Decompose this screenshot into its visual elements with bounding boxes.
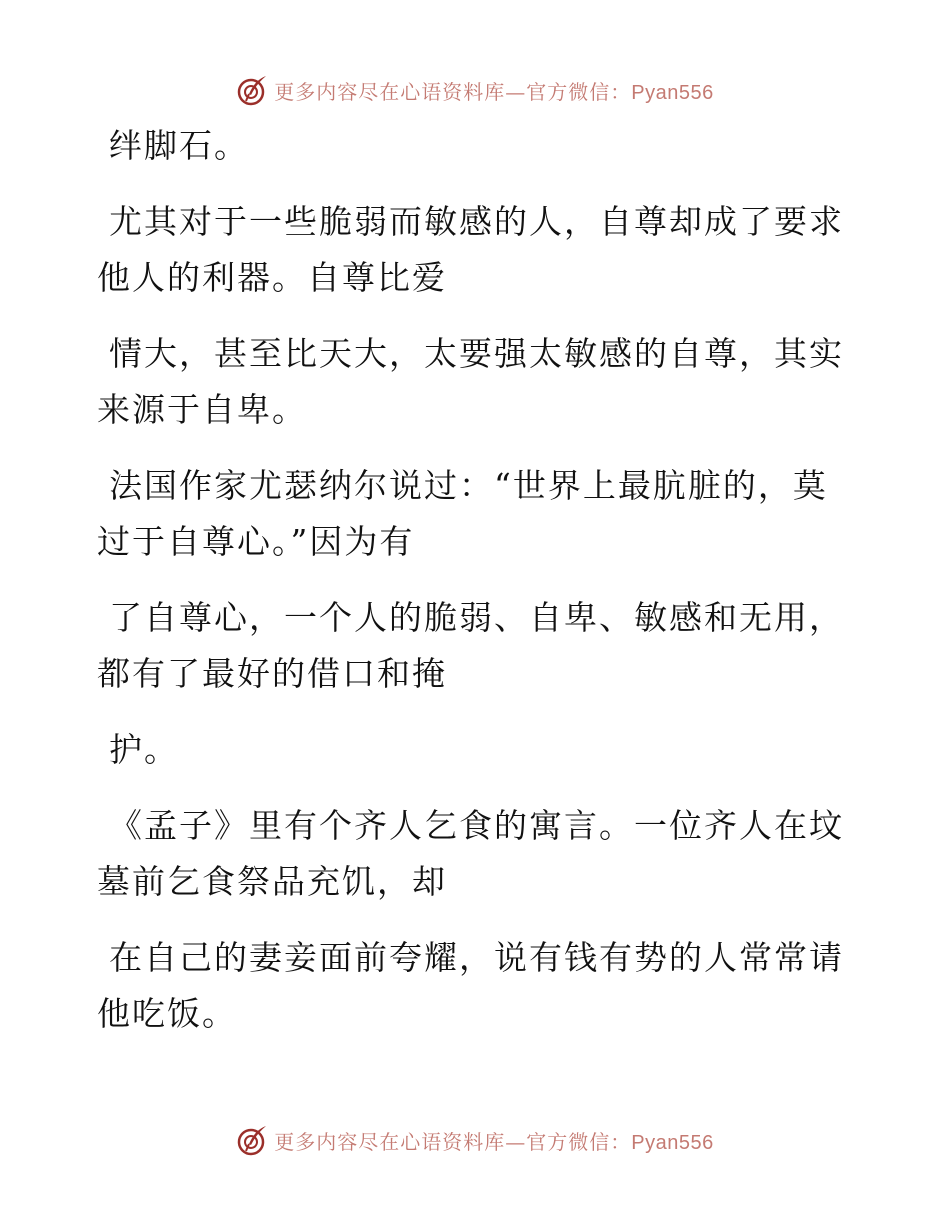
- banner-label: 更多内容尽在心语资料库—官方微信：: [274, 1129, 632, 1154]
- text-line: 护。: [109, 730, 179, 769]
- text-line: 来源于自卑。: [97, 390, 307, 429]
- text-line: 他吃饭。: [97, 994, 237, 1033]
- text-line: 绊脚石。: [109, 126, 249, 165]
- text-line: 都有了最好的借口和掩: [97, 654, 447, 693]
- text-line: 他人的利器。自尊比爱: [97, 258, 447, 297]
- banner-title: [274, 76, 713, 105]
- page-body: [97, 118, 844, 1042]
- text-line: 过于自尊心。”因为有: [97, 522, 415, 561]
- banner-title: [274, 1126, 713, 1155]
- header-banner: [0, 70, 950, 110]
- text-line: 情大，甚至比天大，太要强太敏感的自尊，其实: [109, 334, 844, 373]
- banner-label: 更多内容尽在心语资料库—官方微信：: [274, 79, 632, 104]
- footer-banner: [0, 1120, 950, 1160]
- feather-quill-logo-icon: [236, 1123, 270, 1157]
- text-line: 了自尊心，一个人的脆弱、自卑、敏感和无用，: [109, 598, 844, 637]
- text-line: 尤其对于一些脆弱而敏感的人，自尊却成了要求: [109, 202, 844, 241]
- text-line: 法国作家尤瑟纳尔说过：“世界上最肮脏的，莫: [109, 466, 828, 505]
- wechat-id: Pyan556: [631, 81, 714, 104]
- text-line: 在自己的妻妾面前夸耀，说有钱有势的人常常请: [109, 938, 844, 977]
- text-line: 墓前乞食祭品充饥，却: [97, 862, 447, 901]
- feather-quill-logo-icon: [236, 73, 270, 107]
- wechat-id: Pyan556: [631, 1131, 714, 1154]
- text-line: 《孟子》里有个齐人乞食的寓言。一位齐人在坟: [109, 806, 844, 845]
